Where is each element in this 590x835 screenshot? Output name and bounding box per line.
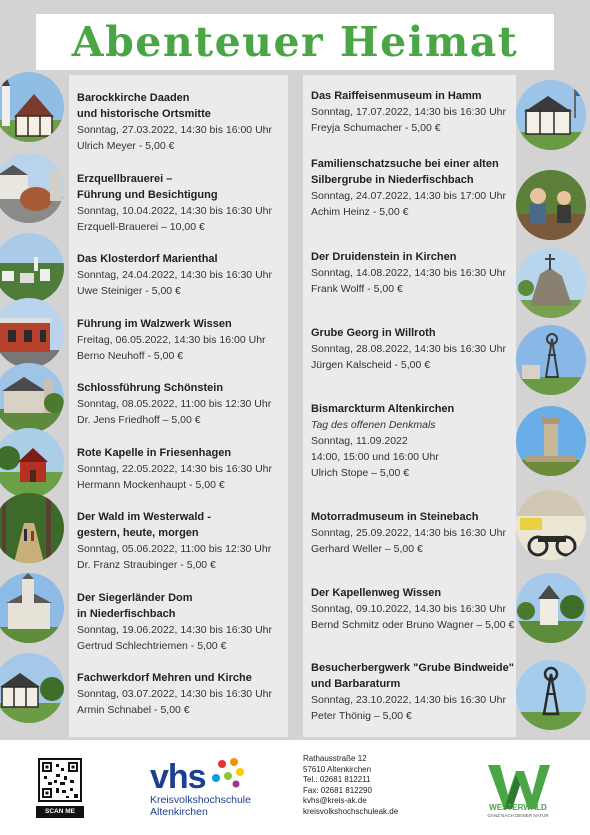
event-guide-price: Gerhard Weller – 5,00 € [311, 543, 423, 555]
event-guide-price: Frank Wolff - 5,00 € [311, 283, 403, 295]
event-guide-price: Freyja Schumacher - 5,00 € [311, 122, 441, 134]
event-guide-price: Uwe Steiniger - 5,00 € [77, 285, 181, 297]
event-title: Führung im Walzwerk Wissen [77, 318, 232, 330]
event-motorradmuseum [311, 509, 506, 557]
address-website[interactable]: kreisvolkshochschuleak.de [303, 806, 399, 816]
event-title: Familienschatzsuche bei einer alten [311, 158, 499, 170]
footer [0, 740, 590, 835]
event-barockkirche-daaden [77, 90, 272, 154]
event-guide-price: Dr. Jens Friedhoff – 5,00 € [77, 414, 201, 426]
qr-code[interactable] [38, 758, 82, 802]
address-street: Rathausstraße 12 [303, 754, 367, 763]
event-guide-price: Erzquell-Brauerei – 10,00 € [77, 221, 205, 233]
vhs-name [150, 794, 251, 818]
event-guide-price: Gertrud Schlechtriemen - 5,00 € [77, 640, 227, 652]
event-date: Sonntag, 14.08.2022, 14:30 bis 16:30 Uhr [311, 267, 506, 279]
event-klosterdorf-marienthal [77, 251, 272, 299]
event-date: Sonntag, 05.06.2022, 11:00 bis 12:30 Uhr [77, 543, 272, 555]
event-kapellenweg-wissen [311, 585, 514, 633]
event-times: 14:00, 15:00 und 16:00 Uhr [311, 451, 439, 463]
photo-bismarckturm [516, 406, 586, 476]
event-date: Sonntag, 22.05.2022, 14:30 bis 16:30 Uhr [77, 463, 272, 475]
event-guide-price: Jürgen Kalscheid - 5,00 € [311, 359, 431, 371]
vhs-name-line1: Kreisvolkshochschule [150, 794, 251, 806]
photo-grube-bindweide [516, 660, 586, 730]
photo-grube-georg [516, 325, 586, 395]
event-familienschatzsuche [311, 156, 506, 220]
event-guide-price: Achim Heinz - 5,00 € [311, 206, 409, 218]
photo-raiffeisenmuseum [516, 80, 586, 150]
address-email[interactable]: kvhs@kreis-ak.de [303, 796, 367, 806]
event-date: Sonntag, 23.10.2022, 14:30 bis 16:30 Uhr [311, 694, 506, 706]
event-title: Fachwerkdorf Mehren und Kirche [77, 672, 252, 684]
event-title: Der Druidenstein in Kirchen [311, 251, 457, 263]
event-title: Der Wald im Westerwald - [77, 511, 211, 523]
vhs-dots-icon [208, 756, 248, 790]
title-banner [36, 14, 554, 70]
event-title: und historische Ortsmitte [77, 108, 211, 120]
event-guide-price: Armin Schnabel - 5,00 € [77, 704, 190, 716]
event-title: Erzquellbrauerei – [77, 173, 173, 185]
event-date: Sonntag, 17.07.2022, 14:30 bis 16:30 Uhr [311, 106, 506, 118]
event-druidenstein [311, 249, 506, 297]
address-fax: Fax: 02681 812290 [303, 785, 372, 795]
photo-motorradmuseum [516, 490, 586, 560]
event-title: Das Klosterdorf Marienthal [77, 253, 218, 265]
event-date: Sonntag, 03.07.2022, 14:30 bis 16:30 Uhr [77, 688, 272, 700]
event-date: Sonntag, 28.08.2022, 14:30 bis 16:30 Uhr [311, 343, 506, 355]
vhs-logo [150, 758, 206, 797]
vhs-name-line2: Altenkirchen [150, 806, 208, 818]
event-title: Rote Kapelle in Friesenhagen [77, 447, 232, 459]
event-date: Sonntag, 24.04.2022, 14:30 bis 16:30 Uhr [77, 269, 272, 281]
event-title: Der Kapellenweg Wissen [311, 587, 442, 599]
page-title: Abenteuer Heimat [71, 18, 519, 66]
event-title: Barockkirche Daaden [77, 92, 190, 104]
event-schloss-schoenstein [77, 380, 271, 428]
photo-druidenstein [516, 248, 586, 318]
event-walzwerk-wissen [77, 316, 266, 364]
event-title: und Barbaraturm [311, 678, 401, 690]
event-date: Sonntag, 24.07.2022, 14:30 bis 17:00 Uhr [311, 190, 506, 202]
event-title: in Niederfischbach [77, 608, 176, 620]
event-title: Motorradmuseum in Steinebach [311, 511, 479, 523]
event-date: Sonntag, 25.09.2022, 14:30 bis 16:30 Uhr [311, 527, 506, 539]
westerwald-name: WESTERWALD [489, 803, 547, 812]
event-wald-westerwald [77, 509, 271, 573]
event-erzquellbrauerei [77, 171, 272, 235]
event-date: Sonntag, 08.05.2022, 11:00 bis 12:30 Uhr [77, 398, 272, 410]
event-title: Bismarckturm Altenkirchen [311, 403, 455, 415]
event-title: Silbergrube in Niederfischbach [311, 174, 474, 186]
vhs-logo-text: vhs [150, 758, 206, 796]
event-siegerlaender-dom [77, 590, 272, 654]
event-guide-price: Bernd Schmitz oder Bruno Wagner – 5,00 € [311, 619, 515, 631]
event-guide-price: Dr. Franz Straubinger - 5,00 € [77, 559, 216, 571]
event-title: Besucherbergwerk "Grube Bindweide" [311, 662, 514, 674]
photo-kapellenweg-wissen [516, 573, 586, 643]
event-date: Sonntag, 27.03.2022, 14:30 bis 16:00 Uhr [77, 124, 272, 136]
event-grube-bindweide [311, 660, 514, 724]
event-title: Das Raiffeisenmuseum in Hamm [311, 90, 482, 102]
event-title: Führung und Besichtigung [77, 189, 218, 201]
event-fachwerkdorf-mehren [77, 670, 272, 718]
event-date: Sonntag, 11.09.2022 [311, 435, 408, 447]
event-date: Sonntag, 10.04.2022, 14:30 bis 16:30 Uhr [77, 205, 272, 217]
event-rote-kapelle [77, 445, 272, 493]
event-date: Sonntag, 09.10.2022, 14.30 bis 16:30 Uhr [311, 603, 506, 615]
address-phone: Tel.: 02681 812211 [303, 775, 371, 785]
event-title: Schlossführung Schönstein [77, 382, 224, 394]
event-date: Freitag, 06.05.2022, 14:30 bis 16:00 Uhr [77, 334, 266, 346]
event-guide-price: Ulrich Meyer - 5,00 € [77, 140, 175, 152]
photo-familienschatzsuche [516, 170, 586, 240]
event-subtitle: Tag des offenen Denkmals [311, 419, 436, 431]
address-city: 57610 Altenkirchen [303, 764, 372, 774]
event-title: Der Siegerländer Dom [77, 592, 193, 604]
event-title: gestern, heute, morgen [77, 527, 199, 539]
event-grube-georg [311, 325, 506, 373]
scan-me-label: SCAN ME [36, 806, 84, 818]
event-guide-price: Hermann Mockenhaupt - 5,00 € [77, 479, 225, 491]
event-bismarckturm [311, 401, 454, 481]
event-guide-price: Ulrich Stope – 5,00 € [311, 467, 410, 479]
event-guide-price: Berno Neuhoff - 5,00 € [77, 350, 184, 362]
event-guide-price: Peter Thönig – 5,00 € [311, 710, 412, 722]
event-date: Sonntag, 19.06.2022, 14:30 bis 16:30 Uhr [77, 624, 272, 636]
event-title: Grube Georg in Willroth [311, 327, 436, 339]
westerwald-tagline: GANZ NACH DEINER NATUR [487, 813, 549, 818]
address-block [303, 754, 398, 818]
event-raiffeisenmuseum [311, 88, 506, 136]
